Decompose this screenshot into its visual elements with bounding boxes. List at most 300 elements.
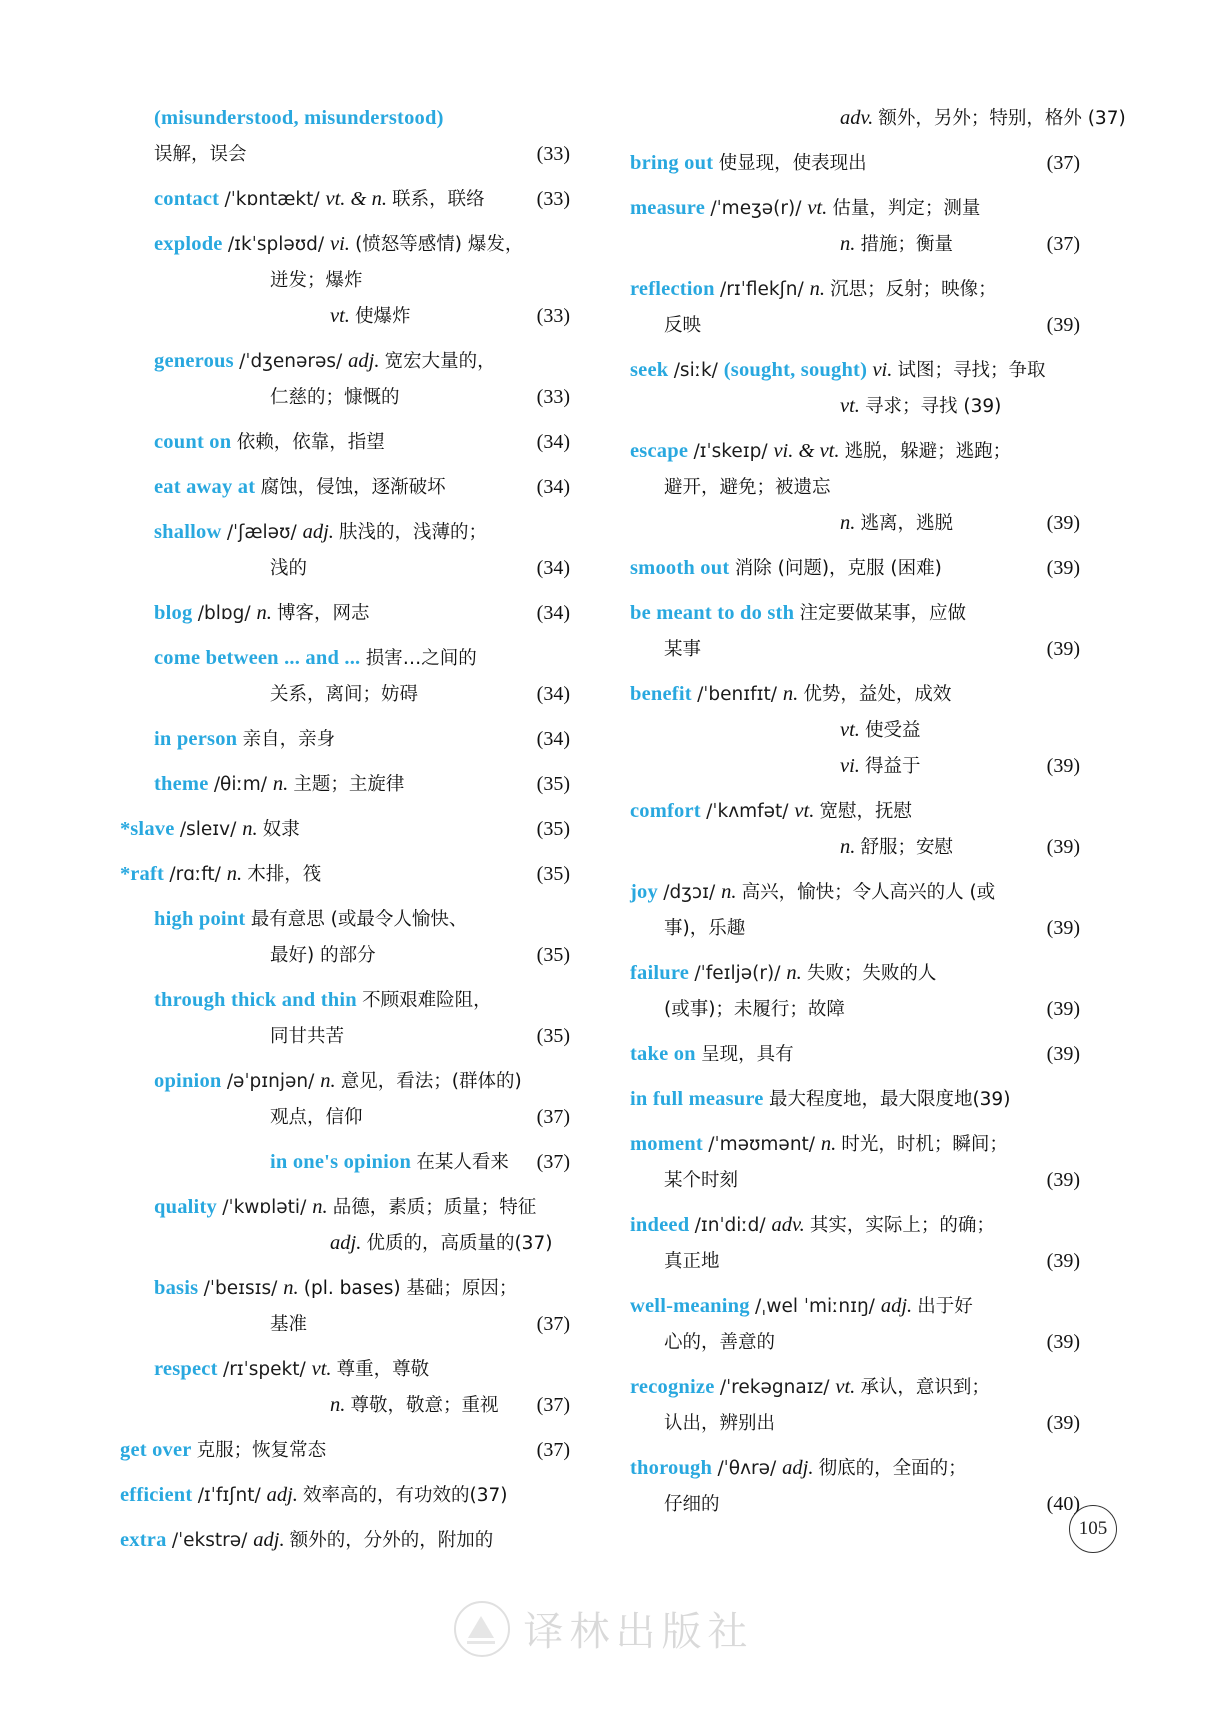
entry-line (630, 1170, 1080, 1206)
definition-text: 使爆炸 (355, 306, 411, 327)
part-of-speech: adv. (771, 1214, 810, 1236)
phonetic: /siːk/ (673, 360, 724, 381)
dictionary-entry (630, 1134, 1080, 1206)
dictionary-entry (630, 882, 1080, 954)
part-of-speech: n. (721, 881, 742, 903)
definition-text: 误解，误会 (154, 144, 247, 165)
definition-text: 注定要做某事，应做 (799, 603, 967, 624)
dictionary-entry (630, 963, 1080, 1035)
page-reference: (34) (536, 557, 570, 579)
page-reference: (35) (536, 818, 570, 840)
definition-text: 仁慈的；慷慨的 (270, 387, 400, 408)
headword: eat away at (154, 476, 261, 498)
definition-text: 心的，善意的 (664, 1332, 776, 1353)
definition-text: (或事)；未履行；故障 (664, 999, 845, 1020)
definition-text: 真正地 (664, 1251, 720, 1272)
dictionary-entry (630, 684, 1080, 792)
headword: opinion (154, 1070, 227, 1092)
entry-line (630, 153, 1080, 189)
headword: generous (154, 350, 240, 372)
entry-line (120, 1071, 570, 1107)
headword: joy (630, 881, 664, 903)
definition-text: 逃离，逃脱 (860, 513, 954, 534)
definition-text: 博客，网志 (276, 603, 370, 624)
part-of-speech: adj. (782, 1457, 819, 1479)
definition-text: (pl. bases) 基础；原因； (303, 1278, 518, 1299)
part-of-speech: adj. (253, 1529, 290, 1551)
phonetic: /ɪnˈdiːd/ (694, 1215, 772, 1236)
dictionary-entry (630, 441, 1080, 549)
part-of-speech: vt. (840, 395, 866, 417)
page-reference: (37) (536, 1106, 570, 1128)
definition-text: 主题；主旋律 (293, 774, 405, 795)
definition-text: 寻求；寻找 (39) (865, 396, 1002, 417)
entry-line (120, 1107, 570, 1143)
phonetic: /blɒg/ (197, 603, 257, 624)
page-reference: (34) (536, 728, 570, 750)
dictionary-entry (120, 774, 570, 810)
entry-line (120, 945, 570, 981)
entry-line (120, 477, 570, 513)
dictionary-entry (120, 1359, 570, 1431)
headword: smooth out (630, 557, 735, 579)
definition-text: 木排，筏 (247, 864, 322, 885)
page-reference: (37) (1046, 233, 1080, 255)
phonetic: /rɪˈspekt/ (222, 1359, 312, 1380)
definition-text: 品德，素质；质量；特征 (332, 1197, 537, 1218)
page-reference: (37) (536, 1151, 570, 1173)
part-of-speech: n. (242, 818, 263, 840)
definition-text: 同甘共苦 (270, 1026, 345, 1047)
headword: theme (154, 773, 214, 795)
page-reference: (39) (1046, 1331, 1080, 1353)
entry-line (630, 1251, 1080, 1287)
entry-line (120, 819, 570, 855)
definition-text: 亲自，亲身 (242, 729, 336, 750)
definition-text: 逃脱，躲避；逃跑； (844, 441, 1012, 462)
phonetic: /rɪˈflekʃn/ (720, 279, 810, 300)
entry-line (120, 684, 570, 720)
headword: get over (120, 1439, 197, 1461)
entry-line (630, 882, 1080, 918)
definition-text: 浅的 (270, 558, 308, 579)
page-reference: (39) (1046, 1250, 1080, 1272)
headword: basis (154, 1277, 204, 1299)
entry-line (120, 603, 570, 639)
headword: shallow (154, 521, 227, 543)
definition-text: 在某人看来 (416, 1152, 509, 1173)
dictionary-entry (120, 729, 570, 765)
entry-line (630, 513, 1080, 549)
headword: through thick and thin (154, 989, 363, 1011)
page-reference: (39) (1046, 998, 1080, 1020)
definition-text: 舒服；安慰 (860, 837, 954, 858)
dictionary-entry (630, 153, 1080, 189)
headword: benefit (630, 683, 698, 705)
page-reference: (40) (1046, 1493, 1080, 1515)
definition-text: 沉思；反射；映像； (830, 279, 997, 300)
dictionary-entry (120, 1197, 570, 1269)
headword: take on (630, 1043, 702, 1065)
headword: failure (630, 962, 695, 984)
phonetic: /dʒɔɪ/ (663, 882, 722, 903)
entry-line (120, 1278, 570, 1314)
phonetic: /əˈpɪnjən/ (226, 1071, 321, 1092)
part-of-speech: vt. (835, 1376, 861, 1398)
part-of-speech: vt. (794, 800, 820, 822)
dictionary-entry (120, 1278, 570, 1350)
entry-line (630, 1494, 1080, 1530)
phonetic: /ˈkwɒləti/ (222, 1197, 313, 1218)
dictionary-entry (120, 522, 570, 594)
headword: escape (630, 440, 694, 462)
headword: efficient (120, 1484, 198, 1506)
part-of-speech: n. (840, 233, 861, 255)
dictionary-entry (630, 603, 1080, 675)
part-of-speech: n. (820, 1133, 842, 1155)
part-of-speech: adj. (302, 521, 340, 543)
definition-text: 基准 (270, 1314, 308, 1335)
entry-line (630, 639, 1080, 675)
headword: moment (630, 1133, 709, 1155)
page-reference: (34) (536, 602, 570, 624)
page-reference: (37) (1046, 152, 1080, 174)
phonetic: /ˈʃæləʊ/ (226, 522, 303, 543)
definition-text: 损害…之间的 (365, 648, 477, 669)
headword: bring out (630, 152, 719, 174)
phonetic: /ˈfeɪljə(r)/ (694, 963, 787, 984)
entry-line (120, 189, 570, 225)
definition-text: 使显现，使表现出 (718, 153, 867, 174)
entry-line (120, 1314, 570, 1350)
page-number: 105 (1069, 1505, 1117, 1553)
definition-text: 关系，离间；妨碍 (270, 684, 419, 705)
dictionary-entry (120, 351, 570, 423)
part-of-speech: n. (256, 602, 277, 624)
page-reference: (39) (1046, 755, 1080, 777)
definition-text: 依赖，依靠，指望 (236, 432, 385, 453)
phonetic: /sleɪv/ (179, 819, 243, 840)
entry-line (120, 522, 570, 558)
part-of-speech: vt. (311, 1358, 337, 1380)
definition-text: 认出，辨别出 (664, 1413, 776, 1434)
headword: (misunderstood, misunderstood) (154, 107, 444, 129)
definition-text: 高兴，愉快；令人高兴的人 (或 (741, 882, 996, 903)
dictionary-entry (630, 1377, 1080, 1449)
dictionary-entry (120, 990, 570, 1062)
page-reference: (37) (536, 1394, 570, 1416)
dictionary-entry (120, 1485, 570, 1521)
page-reference: (39) (1046, 1043, 1080, 1065)
entry-line (120, 648, 570, 684)
entry-line (120, 729, 570, 765)
publisher-logo-icon (454, 1601, 510, 1657)
phonetic: /rɑːft/ (169, 864, 227, 885)
entry-line (120, 351, 570, 387)
headword: come between ... and ... (154, 647, 366, 669)
wordlist-column-left (120, 108, 570, 1575)
entry-line (630, 963, 1080, 999)
headword: indeed (630, 1214, 695, 1236)
page-reference: (39) (1046, 638, 1080, 660)
definition-text: 估量，判定；测量 (832, 198, 981, 219)
entry-line (120, 432, 570, 468)
entry-line (120, 306, 570, 342)
phonetic: /ɪˈskeɪp/ (693, 441, 774, 462)
part-of-speech: vi. & vt. (773, 440, 845, 462)
publisher-mark (0, 1600, 1207, 1657)
part-of-speech: adv. (840, 107, 879, 129)
part-of-speech: n. (786, 962, 807, 984)
dictionary-entry (120, 1152, 570, 1188)
entry-line (630, 477, 1080, 513)
page-reference: (35) (536, 863, 570, 885)
part-of-speech: adj. (880, 1295, 918, 1317)
part-of-speech: n. (330, 1394, 351, 1416)
definition-text: 额外，另外；特别，格外 (37) (878, 108, 1126, 129)
entry-line (630, 1089, 1080, 1125)
part-of-speech: n. (312, 1196, 333, 1218)
part-of-speech: n. (272, 773, 294, 795)
part-of-speech: n. (226, 863, 248, 885)
part-of-speech: vt. (807, 197, 833, 219)
asterisk-marker: * (120, 818, 131, 840)
entry-line (630, 396, 1080, 432)
entry-line (120, 270, 570, 306)
entry-line (630, 558, 1080, 594)
definition-text: 最有意思 (或最令人愉快、 (250, 909, 468, 930)
phonetic: /ˈmeʒə(r)/ (710, 198, 808, 219)
part-of-speech: adj. (330, 1232, 367, 1254)
dictionary-entry (120, 603, 570, 639)
part-of-speech: vi. (330, 233, 356, 255)
phonetic: /ˌwel ˈmiːnɪŋ/ (755, 1296, 881, 1317)
dictionary-entry (120, 1530, 570, 1566)
definition-text: 意见，看法；(群体的) (340, 1071, 522, 1092)
asterisk-marker: * (120, 863, 131, 885)
definition-text: 克服；恢复常态 (196, 1440, 327, 1461)
part-of-speech: vi. (840, 755, 866, 777)
page-reference: (39) (1046, 1412, 1080, 1434)
definition-text: 观点，信仰 (270, 1107, 363, 1128)
publisher-name: 译林出版社 (523, 1609, 754, 1655)
entry-line (120, 558, 570, 594)
headword: extra (120, 1529, 172, 1551)
entry-line (120, 1197, 570, 1233)
entry-line (630, 801, 1080, 837)
dictionary-entry (630, 1044, 1080, 1080)
page-reference: (39) (1046, 836, 1080, 858)
headword: well-meaning (630, 1295, 756, 1317)
phonetic: /ɪˈfɪʃnt/ (197, 1485, 267, 1506)
definition-text: 出于好 (917, 1296, 973, 1317)
entry-line (630, 1215, 1080, 1251)
entry-line (630, 1413, 1080, 1449)
part-of-speech: n. (809, 278, 831, 300)
entry-line (630, 441, 1080, 477)
entry-line (120, 1440, 570, 1476)
entry-line (630, 720, 1080, 756)
definition-text: 不顾艰难险阻， (362, 990, 492, 1011)
entry-line (630, 603, 1080, 639)
definition-text: 避开，避免；被遗忘 (664, 477, 831, 498)
definition-text: 优质的，高质量的(37) (366, 1233, 553, 1254)
definition-text: 消除 (问题)，克服 (困难) (734, 558, 942, 579)
part-of-speech: vt. & n. (325, 188, 393, 210)
phonetic: /ˈkɒntækt/ (224, 189, 326, 210)
part-of-speech: n. (782, 683, 804, 705)
page-reference: (34) (536, 476, 570, 498)
definition-text: 优势，益处，成效 (803, 684, 952, 705)
part-of-speech: n. (840, 512, 861, 534)
part-of-speech: n. (283, 1277, 304, 1299)
headword: measure (630, 197, 711, 219)
definition-text: 试图；寻找；争取 (897, 360, 1046, 381)
definition-text: 失败；失败的人 (806, 963, 937, 984)
dictionary-entry (120, 189, 570, 225)
definition-text: 措施；衡量 (860, 234, 954, 255)
definition-text: 最好) 的部分 (270, 945, 376, 966)
part-of-speech: adj. (348, 350, 385, 372)
definition-text: 尊敬，敬意；重视 (350, 1395, 499, 1416)
page-reference: (35) (536, 944, 570, 966)
definition-text: 肤浅的，浅薄的； (339, 522, 488, 543)
headword: thorough (630, 1457, 718, 1479)
phonetic: /ˈkʌmfət/ (706, 801, 795, 822)
dictionary-entry (120, 864, 570, 900)
dictionary-entry (630, 198, 1080, 270)
page-reference: (39) (1046, 1169, 1080, 1191)
page-reference: (39) (1046, 512, 1080, 534)
definition-text: 奴隶 (262, 819, 300, 840)
page-reference: (39) (1046, 557, 1080, 579)
definition-text: 联系，联络 (392, 189, 485, 210)
page-reference: (35) (536, 1025, 570, 1047)
dictionary-entry (630, 279, 1080, 351)
definition-text: 最大程度地，最大限度地(39) (768, 1089, 1011, 1110)
definition-text: 宽宏大量的， (384, 351, 496, 372)
entry-line (120, 1359, 570, 1395)
part-of-speech: vt. (840, 719, 866, 741)
dictionary-entry (630, 1089, 1080, 1125)
part-of-speech: n. (320, 1070, 341, 1092)
page-reference: (37) (536, 1439, 570, 1461)
phonetic: /ˈbenɪfɪt/ (697, 684, 783, 705)
dictionary-entry (630, 558, 1080, 594)
headword: in full measure (630, 1088, 769, 1110)
entry-line (630, 107, 1126, 144)
definition-text: 尊重，尊敬 (336, 1359, 430, 1380)
headword: comfort (630, 800, 707, 822)
entry-line (630, 756, 1080, 792)
definition-text: 事)，乐趣 (664, 918, 746, 939)
headword: in one's opinion (270, 1151, 417, 1173)
entry-line (630, 918, 1080, 954)
dictionary-entry (630, 801, 1080, 873)
phonetic: /ˈθʌrə/ (717, 1458, 783, 1479)
part-of-speech: vi. (872, 359, 898, 381)
page-reference: (34) (536, 683, 570, 705)
entry-line (630, 198, 1080, 234)
dictionary-entry (120, 819, 570, 855)
definition-text: 彻底的，全面的； (818, 1458, 967, 1479)
part-of-speech: n. (840, 836, 861, 858)
phonetic: /ˈdʒenərəs/ (239, 351, 349, 372)
definition-text: 使受益 (865, 720, 921, 741)
definition-text: 额外的，分外的，附加的 (289, 1530, 494, 1551)
headword: slave (130, 818, 180, 840)
definition-text: 呈现，具有 (701, 1044, 794, 1065)
entry-line (120, 234, 570, 270)
definition-text: 其实，实际上；的确； (809, 1215, 995, 1236)
page-reference: (37) (536, 1313, 570, 1335)
entry-line (120, 1530, 570, 1566)
phonetic: /ɪkˈspləʊd/ (227, 234, 331, 255)
page-reference: (33) (536, 143, 570, 165)
entry-line (630, 315, 1080, 351)
dictionary-entry (120, 648, 570, 720)
headword: in person (154, 728, 243, 750)
dictionary-entry (630, 1296, 1080, 1368)
headword: seek (630, 359, 674, 381)
definition-text: 某事 (664, 639, 702, 660)
entry-line (120, 1395, 570, 1431)
definition-text: 时光，时机；瞬间； (841, 1134, 1008, 1155)
dictionary-entry (120, 432, 570, 468)
definition-text: 仔细的 (664, 1494, 720, 1515)
inflections: (sought, sought) (723, 359, 873, 381)
dictionary-entry (120, 1071, 570, 1143)
entry-line (120, 108, 570, 144)
page-reference: (39) (1046, 314, 1080, 336)
dictionary-entry (120, 108, 570, 180)
headword: count on (154, 431, 237, 453)
page-reference: (33) (536, 386, 570, 408)
definition-text: 腐蚀，侵蚀，逐渐破坏 (260, 477, 446, 498)
dictionary-entry (120, 1440, 570, 1476)
entry-line (630, 1134, 1080, 1170)
headword: reflection (630, 278, 721, 300)
definition-text: 某个时刻 (664, 1170, 739, 1191)
part-of-speech: vt. (330, 305, 356, 327)
part-of-speech: adj. (266, 1484, 304, 1506)
definition-text: 宽慰，抚慰 (819, 801, 912, 822)
entry-line (120, 144, 570, 180)
page-reference: (34) (536, 431, 570, 453)
dictionary-entry (630, 107, 1126, 144)
phonetic: /θiːm/ (213, 774, 273, 795)
definition-text: 迸发；爆炸 (270, 270, 363, 291)
dictionary-entry (120, 909, 570, 981)
entry-line (630, 999, 1080, 1035)
entry-line (630, 1458, 1080, 1494)
entry-line (120, 990, 570, 1026)
entry-line (120, 387, 570, 423)
dictionary-entry (120, 234, 570, 342)
dictionary-entry (630, 1215, 1080, 1287)
phonetic: /ˈbeɪsɪs/ (203, 1278, 284, 1299)
headword: blog (154, 602, 198, 624)
page-reference: (33) (536, 188, 570, 210)
dictionary-entry (630, 1458, 1080, 1530)
entry-line (120, 1152, 570, 1188)
phonetic: /ˈrekəgnaɪz/ (719, 1377, 836, 1398)
page-reference: (39) (1046, 917, 1080, 939)
headword: quality (154, 1196, 223, 1218)
entry-line (630, 684, 1080, 720)
headword: explode (154, 233, 228, 255)
entry-line (120, 1485, 570, 1521)
